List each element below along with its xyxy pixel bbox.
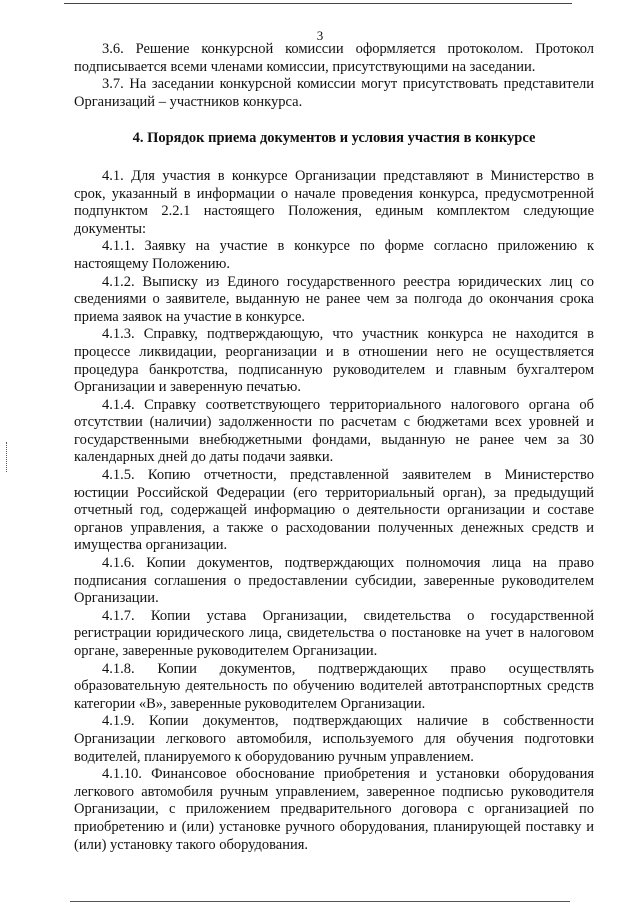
- paragraph-4-1: 4.1. Для участия в конкурсе Организации представляют в Министерство в срок, указанный в информации о начале проведения конкурса, предусмотренной подпунктом 2.2.1 настоящего Положения, единым комплектом следующие документы:: [74, 167, 594, 237]
- paragraph-4-1-6: 4.1.6. Копии документов, подтверждающих полномочия лица на право подписания соглашения о предоставлении субсидии, заверенные руководителем Организации.: [74, 555, 594, 607]
- page-number: 3: [316, 28, 324, 43]
- paragraph-4-1-3: 4.1.3. Справку, подтверждающую, что участник конкурса не находится в процессе ликвидации, реорганизации и в отношении него не осуществляется процедура банкротства, подписанную руководителем и главным бухгалтером Организации и заверенную печатью.: [74, 326, 594, 396]
- paragraph-3-6: 3.6. Решение конкурсной комиссии оформляется протоколом. Протокол подписывается всеми членами комиссии, присутствующими на заседании.: [74, 41, 594, 75]
- paragraph-4-1-5: 4.1.5. Копию отчетности, представленной заявителем в Министерство юстиции Российской Федерации (его территориальный орган), за предыдущий отчетный год, содержащей информацию о деятельности организации и составе органов управления, а также о расходовании полученных денежных средств и имущества организации.: [74, 467, 594, 554]
- paragraph-4-1-2: 4.1.2. Выписку из Единого государственного реестра юридических лиц со сведениями о заявителе, выданную не ранее чем за полгода до окончания срока приема заявок на участие в конкурсе.: [74, 273, 594, 325]
- scan-edge-bottom: [70, 901, 570, 902]
- paragraph-4-1-1: 4.1.1. Заявку на участие в конкурсе по форме согласно приложению к настоящему Положению.: [74, 238, 594, 272]
- scan-edge-marks: [6, 442, 10, 472]
- paragraph-4-1-4: 4.1.4. Справку соответствующего территориального налогового органа об отсутствии (наличии) задолженности по расчетам с бюджетами всех уровней и государственными внебюджетными фондами, выданную не ранее чем за 30 календарных дней до даты подачи заявки.: [74, 396, 594, 466]
- section-heading: 4. Порядок приема документов и условия участия в конкурсе: [132, 130, 536, 147]
- paragraph-4-1-10: 4.1.10. Финансовое обоснование приобретения и установки оборудования легкового автомобиля ручным управлением, заверенное подписью руководителя Организации, с приложением предварительного договора с организацией по приобретению и (или) установке ручного оборудования, планирующей поставку и (или) установку такого оборудования.: [74, 766, 594, 853]
- paragraph-3-7: 3.7. На заседании конкурсной комиссии могут присутствовать представители Организаций – участников конкурса.: [74, 76, 594, 110]
- paragraph-4-1-9: 4.1.9. Копии документов, подтверждающих наличие в собственности Организации легкового автомобиля, используемого для обучения подготовки водителей, планируемого к оборудованию ручным управлением.: [74, 713, 594, 765]
- scan-edge-top: [64, 3, 572, 4]
- paragraph-4-1-7: 4.1.7. Копии устава Организации, свидетельства о государственной регистрации юридического лица, свидетельства о постановке на учет в налоговом органе, заверенные руководителем Организации.: [74, 607, 594, 659]
- paragraph-4-1-8: 4.1.8. Копии документов, подтверждающих право осуществлять образовательную деятельность по обучению водителей автотранспортных средств категории «В», заверенные руководителем Организации.: [74, 660, 594, 712]
- document-body: [74, 41, 594, 854]
